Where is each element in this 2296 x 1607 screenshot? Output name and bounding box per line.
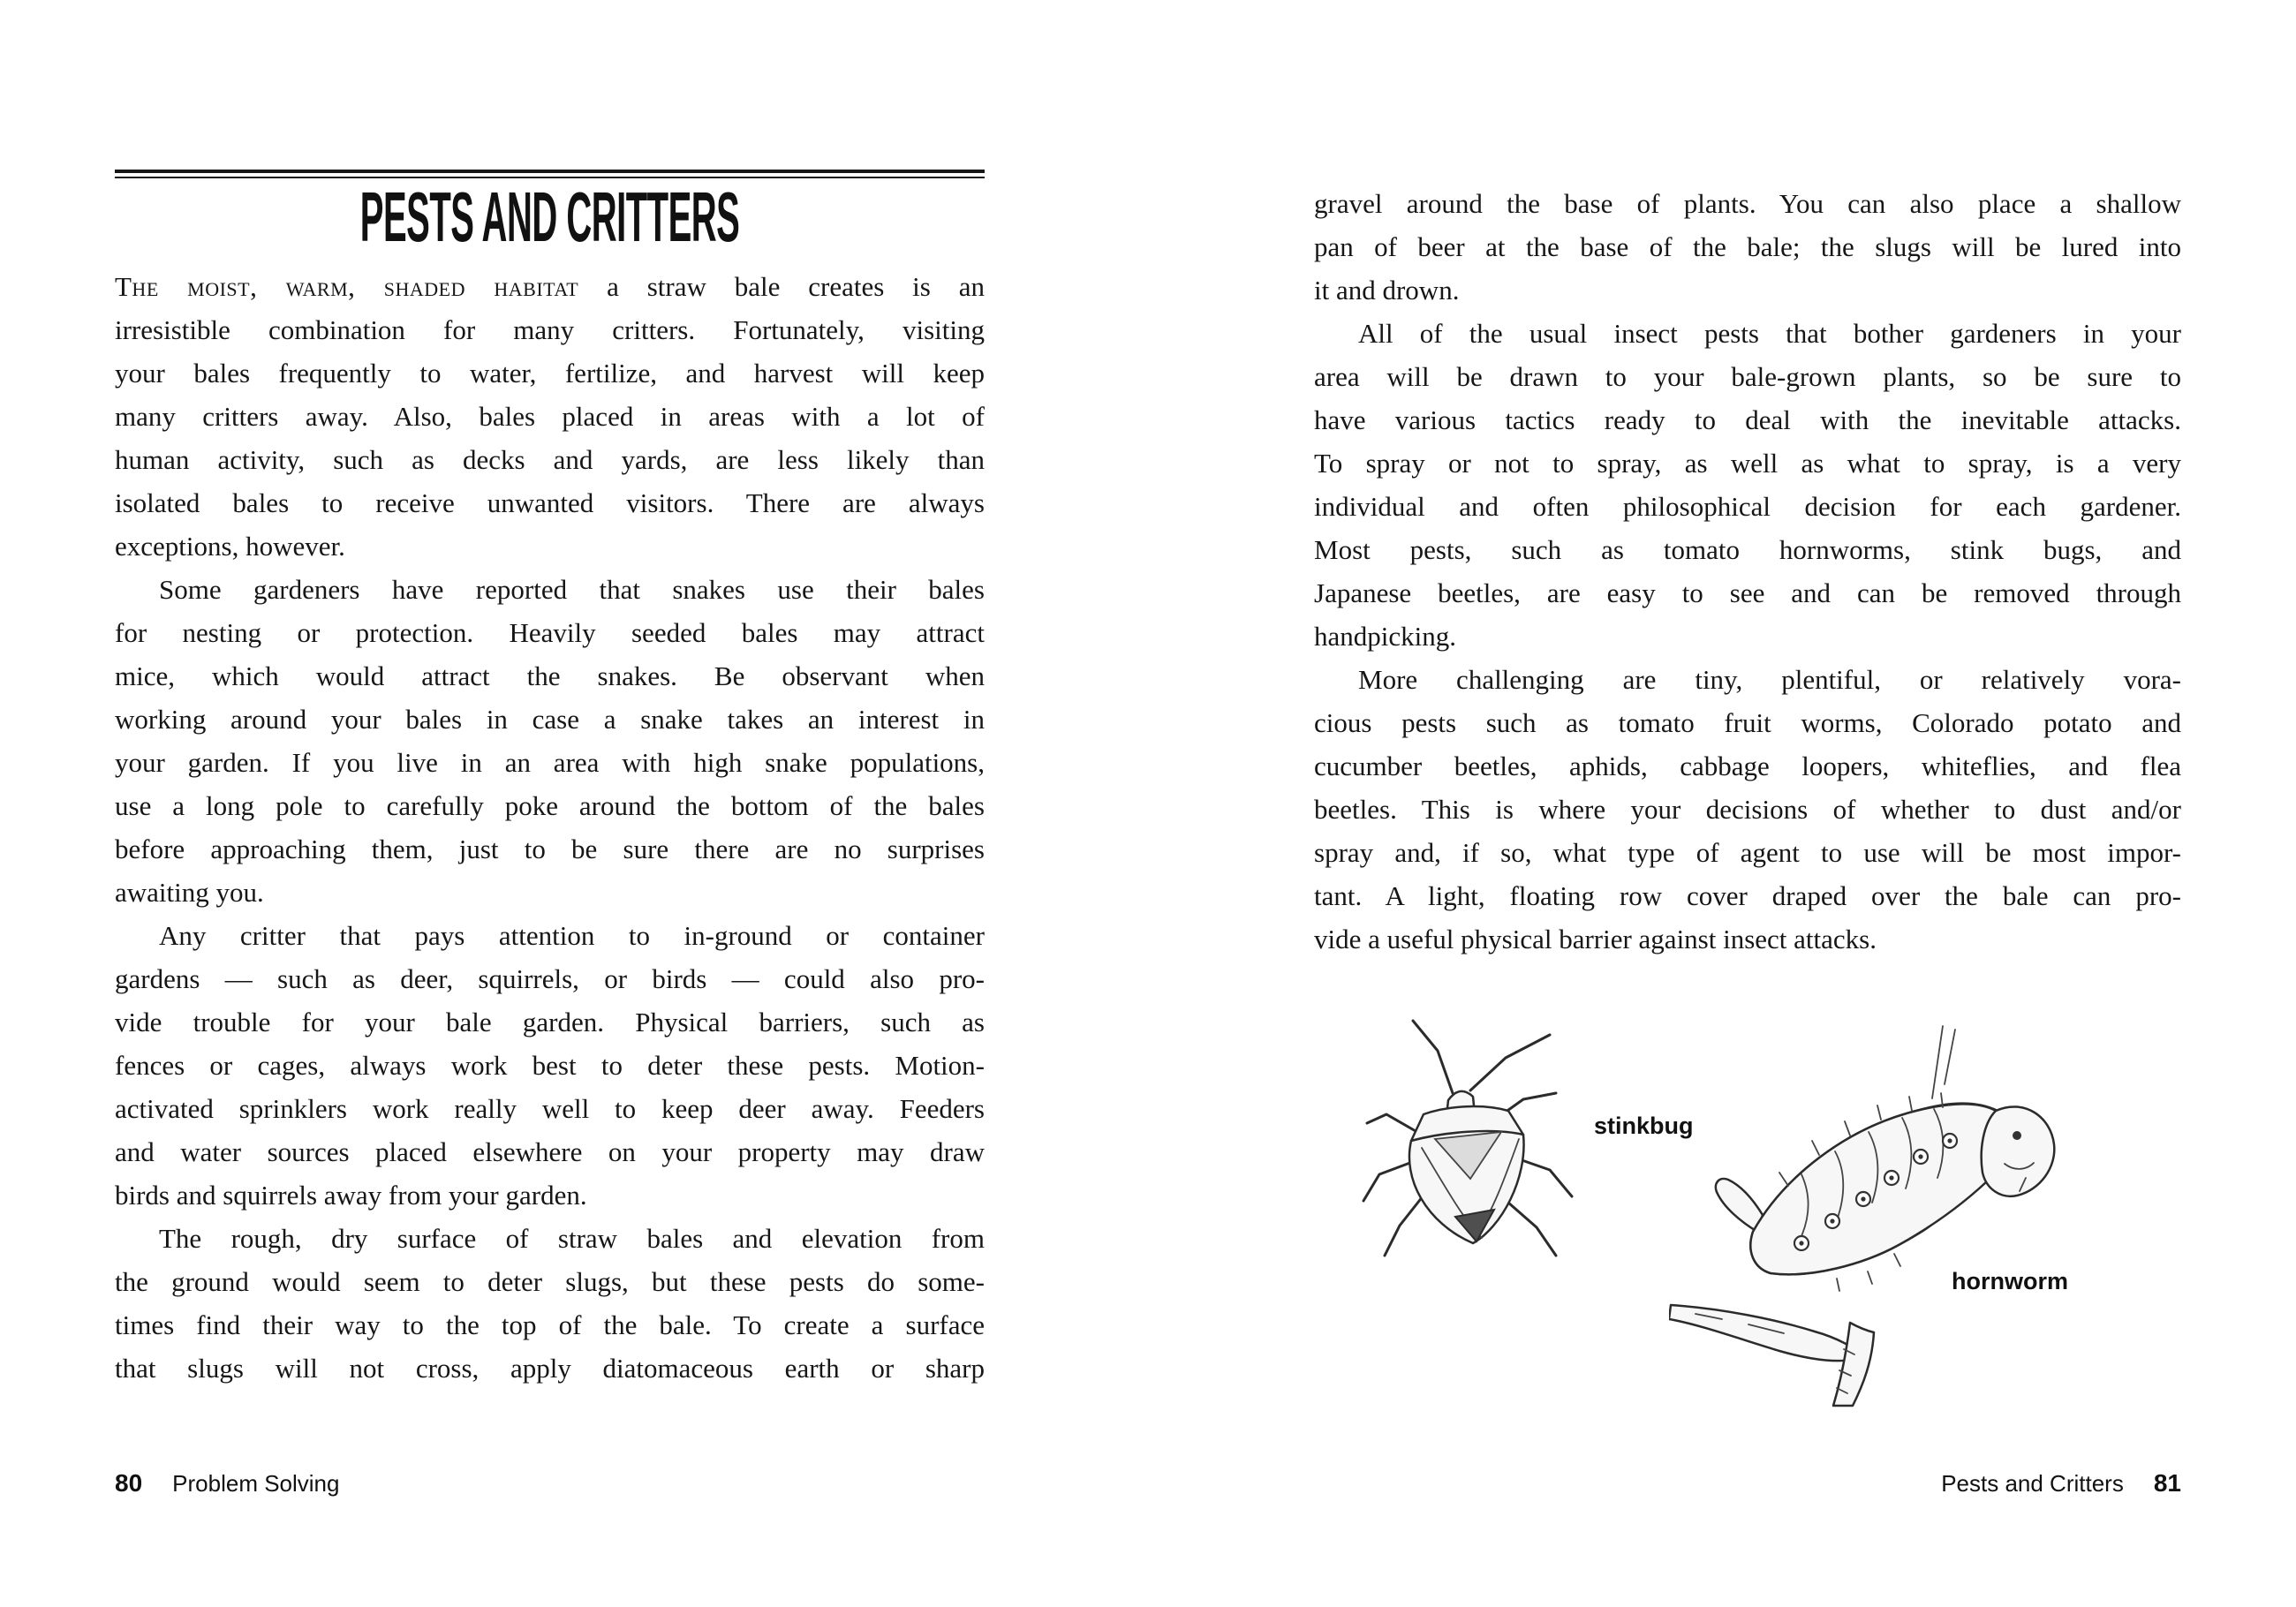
- text-line: your bales frequently to water, fertilize, and harvest will keep: [115, 358, 985, 389]
- text-line: vide a useful physical barrier against insect attacks.: [1314, 924, 1877, 954]
- text-line: Most pests, such as tomato hornworms, stink bugs, and: [1314, 534, 2181, 565]
- text-line: Japanese beetles, are easy to see and can be removed through: [1314, 577, 2181, 608]
- opener-rest: a straw bale creates is an: [578, 271, 985, 302]
- left-page-body-text: [115, 265, 985, 1390]
- text-line: awaiting you.: [115, 877, 264, 908]
- text-line: beetles. This is where your decisions of whether to dust and/or: [1314, 794, 2181, 825]
- footer-section-title: Pests and Critters: [1941, 1470, 2124, 1497]
- text-line: cucumber beetles, aphids, cabbage loopers, whiteflies, and flea: [1314, 751, 2181, 781]
- text-line: human activity, such as decks and yards, are less likely than: [115, 444, 985, 475]
- text-line: working around your bales in case a snake takes an interest in: [115, 704, 985, 735]
- stinkbug-figure-label: stinkbug: [1594, 1113, 1694, 1139]
- text-line: that slugs will not cross, apply diatomaceous earth or sharp: [115, 1353, 985, 1384]
- text-line: To spray or not to spray, as well as what to spray, is a very: [1314, 448, 2181, 479]
- text-line: use a long pole to carefully poke around the bottom of the bales: [115, 790, 985, 821]
- text-line: area will be drawn to your bale-grown plants, so be sure to: [1314, 361, 2181, 392]
- text-line: mice, which would attract the snakes. Be observant when: [115, 660, 985, 691]
- text-line: Any critter that pays attention to in-ground or container: [159, 920, 985, 951]
- text-line: The rough, dry surface of straw bales and elevation from: [159, 1223, 985, 1254]
- text-line: vide trouble for your bale garden. Physical barriers, such as: [115, 1007, 985, 1037]
- text-line: gravel around the base of plants. You can also place a shallow: [1314, 188, 2181, 219]
- text-line: before approaching them, just to be sure there are no surprises: [115, 834, 985, 864]
- text-line: isolated bales to receive unwanted visitors. There are always: [115, 487, 985, 518]
- text-line: handpicking.: [1314, 621, 1456, 652]
- text-line: times find their way to the top of the bale. To create a surface: [115, 1309, 985, 1340]
- section-title-text: PESTS AND CRITTERS: [359, 177, 740, 256]
- text-line: fences or cages, always work best to deter these pests. Motion-: [115, 1050, 985, 1081]
- text-line: More challenging are tiny, plentiful, or relatively vora-: [1358, 664, 2181, 695]
- text-line: have various tactics ready to deal with the inevitable attacks.: [1314, 404, 2181, 435]
- section-title: [115, 177, 985, 256]
- stinkbug-illustration: [1360, 1015, 1590, 1276]
- text-line: [115, 265, 985, 308]
- text-line: irresistible combination for many critters. Fortunately, visiting: [115, 314, 985, 345]
- footer-section-title: Problem Solving: [172, 1470, 340, 1497]
- text-line: tant. A light, floating row cover draped over the bale can pro-: [1314, 880, 2181, 911]
- text-line: pan of beer at the base of the bale; the slugs will be lured into: [1314, 231, 2181, 262]
- text-line: many critters away. Also, bales placed in areas with a lot of: [115, 401, 985, 432]
- text-line: your garden. If you live in an area with high snake populations,: [115, 747, 985, 778]
- text-line: Some gardeners have reported that snakes use their bales: [159, 574, 985, 605]
- text-line: exceptions, however.: [115, 531, 345, 562]
- right-page-body-text: [1314, 182, 2181, 961]
- text-line: spray and, if so, what type of agent to use will be most impor-: [1314, 837, 2181, 868]
- hornworm-figure-label: hornworm: [1952, 1268, 2068, 1294]
- text-line: All of the usual insect pests that bother gardeners in your: [1358, 318, 2181, 349]
- text-line: for nesting or protection. Heavily seeded bales may attract: [115, 617, 985, 648]
- text-line: and water sources placed elsewhere on your property may draw: [115, 1136, 985, 1167]
- text-line: cious pests such as tomato fruit worms, Colorado potato and: [1314, 707, 2181, 738]
- hornworm-illustration: [1669, 1022, 2086, 1407]
- text-line: it and drown.: [1314, 275, 1460, 306]
- left-page-footer: [115, 1469, 339, 1498]
- text-line: gardens — such as deer, squirrels, or birds — could also pro-: [115, 963, 985, 994]
- text-line: the ground would seem to deter slugs, but these pests do some-: [115, 1266, 985, 1297]
- text-line: activated sprinklers work really well to keep deer away. Feeders: [115, 1093, 985, 1124]
- page-number: 80: [115, 1469, 143, 1497]
- right-page-footer: [1314, 1469, 2181, 1498]
- page-number: 81: [2153, 1469, 2181, 1497]
- text-line: birds and squirrels away from your garden.: [115, 1180, 587, 1211]
- text-line: individual and often philosophical decision for each gardener.: [1314, 491, 2181, 522]
- small-caps-opener: The moist, warm, shaded habitat: [115, 271, 579, 302]
